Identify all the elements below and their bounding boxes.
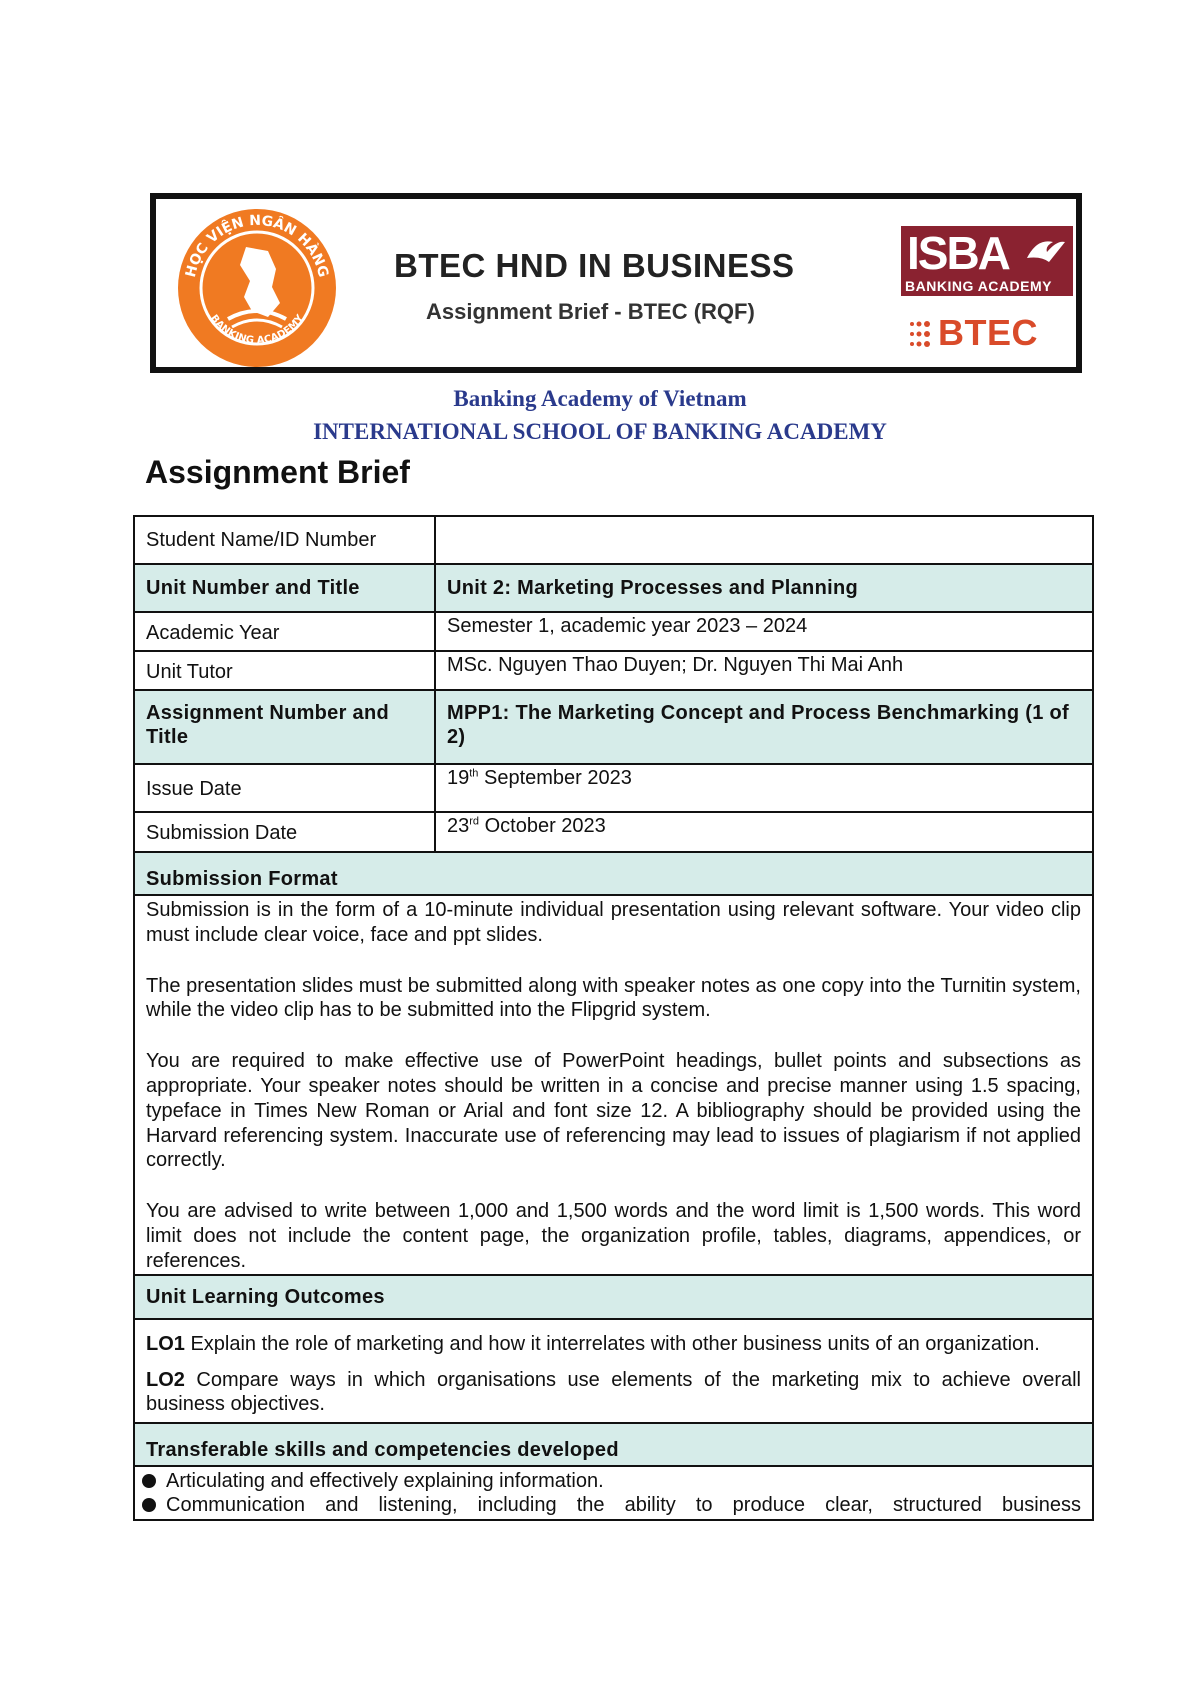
skill-item	[146, 1469, 1081, 1493]
table-row	[134, 764, 1093, 812]
unit-label: Unit Number and Title	[134, 564, 435, 612]
year-value: Semester 1, academic year 2023 – 2024	[435, 612, 1093, 651]
table-row	[134, 895, 1093, 1275]
submission-label: Submission Date	[134, 812, 435, 852]
bullet-icon	[142, 1498, 156, 1512]
tutor-label: Unit Tutor	[134, 651, 435, 690]
submission-value	[435, 812, 1093, 852]
table-row	[134, 690, 1093, 764]
issue-day: 19	[447, 767, 470, 789]
submission-paragraph: You are advised to write between 1,000 and 1,500 words and the word limit is 1,500 words. This word limit does not include the content page, the organization profile, tables, diagrams, appendices, or references.	[146, 1200, 1081, 1272]
assignment-brief-table	[133, 515, 1094, 1521]
issue-month-year: September 2023	[478, 767, 632, 789]
table-row	[134, 812, 1093, 852]
banking-academy-seal-logo	[176, 207, 338, 369]
bird-icon	[1023, 232, 1067, 268]
assignment-label: Assignment Number and Title	[134, 690, 435, 764]
dots-icon	[908, 318, 936, 354]
table-row	[134, 1423, 1093, 1466]
isba-mark: ISBA	[907, 227, 1009, 279]
learning-outcome-item	[146, 1368, 1081, 1416]
table-row	[134, 1275, 1093, 1319]
school-name-line2: INTERNATIONAL SCHOOL OF BANKING ACADEMY	[313, 419, 887, 444]
learning-outcomes-heading: Unit Learning Outcomes	[134, 1275, 1093, 1319]
table-row	[134, 1466, 1093, 1520]
tutor-value: MSc. Nguyen Thao Duyen; Dr. Nguyen Thi Mai Anh	[435, 651, 1093, 690]
learning-outcomes-body	[134, 1319, 1093, 1423]
school-name-line1: Banking Academy of Vietnam	[453, 386, 747, 411]
unit-value: Unit 2: Marketing Processes and Planning	[435, 564, 1093, 612]
learning-outcome-code: LO1	[146, 1332, 185, 1355]
svg-text:BANKING ACADEMY: BANKING ACADEMY	[208, 313, 306, 347]
table-row	[134, 612, 1093, 651]
svg-text:HỌC VIỆN NGÂN HÀNG: HỌC VIỆN NGÂN HÀNG	[182, 212, 332, 279]
issue-day-suffix: th	[469, 767, 479, 780]
btec-mark: BTEC	[938, 312, 1038, 353]
banner-title: BTEC HND IN BUSINESS	[394, 247, 795, 284]
learning-outcome-code: LO2	[146, 1368, 185, 1391]
year-label: Academic Year	[134, 612, 435, 651]
header-banner	[150, 193, 1082, 373]
skills-heading: Transferable skills and competencies developed	[134, 1423, 1093, 1466]
table-row	[134, 852, 1093, 895]
submission-paragraph: Submission is in the form of a 10-minute individual presentation using relevant software. Your video clip must include clear voice, face and ppt slides.	[146, 899, 1081, 946]
table-row	[134, 1319, 1093, 1423]
skill-text: Articulating and effectively explaining information.	[166, 1469, 604, 1492]
submission-day: 23	[447, 815, 470, 837]
skill-text: Communication and listening, including the ability to produce clear, structured business	[166, 1493, 1081, 1516]
skill-item	[146, 1493, 1081, 1517]
learning-outcome-item	[146, 1332, 1081, 1356]
student-value	[435, 516, 1093, 564]
issue-label: Issue Date	[134, 764, 435, 812]
student-label: Student Name/ID Number	[134, 516, 435, 564]
table-row	[134, 564, 1093, 612]
banner-subtitle: Assignment Brief - BTEC (RQF)	[426, 299, 755, 324]
table-row	[134, 516, 1093, 564]
learning-outcome-text: Explain the role of marketing and how it interrelates with other business units of an organization.	[184, 1332, 1040, 1355]
skills-body	[134, 1466, 1093, 1520]
submission-month-year: October 2023	[479, 815, 606, 837]
submission-format-heading: Submission Format	[134, 852, 1093, 895]
bullet-icon	[142, 1474, 156, 1488]
submission-day-suffix: rd	[469, 815, 480, 828]
btec-logo	[908, 314, 1068, 358]
table-row	[134, 651, 1093, 690]
submission-paragraph: You are required to make effective use of PowerPoint headings, bullet points and subsections as appropriate. Your speaker notes should be written in a concise and precise manner using 1.5 spacing, typeface in Times New Roman or Arial and font size 12. A bibliography should be provided using the Harvard referencing system. Inaccurate use of referencing may lead to issues of plagiarism if not applied correctly.	[146, 1050, 1081, 1172]
submission-paragraph: The presentation slides must be submitted along with speaker notes as one copy into the Turnitin system, while the video clip has to be submitted into the Flipgrid system.	[146, 974, 1081, 1022]
learning-outcome-text: Compare ways in which organisations use elements of the marketing mix to achieve overall business objectives.	[146, 1368, 1081, 1415]
assignment-value: MPP1: The Marketing Concept and Process Benchmarking (1 of 2)	[435, 690, 1093, 764]
isba-logo	[901, 226, 1073, 296]
page-title: Assignment Brief	[145, 454, 410, 490]
isba-caption: BANKING ACADEMY	[905, 278, 1052, 294]
issue-value	[435, 764, 1093, 812]
submission-format-body	[134, 895, 1093, 1275]
